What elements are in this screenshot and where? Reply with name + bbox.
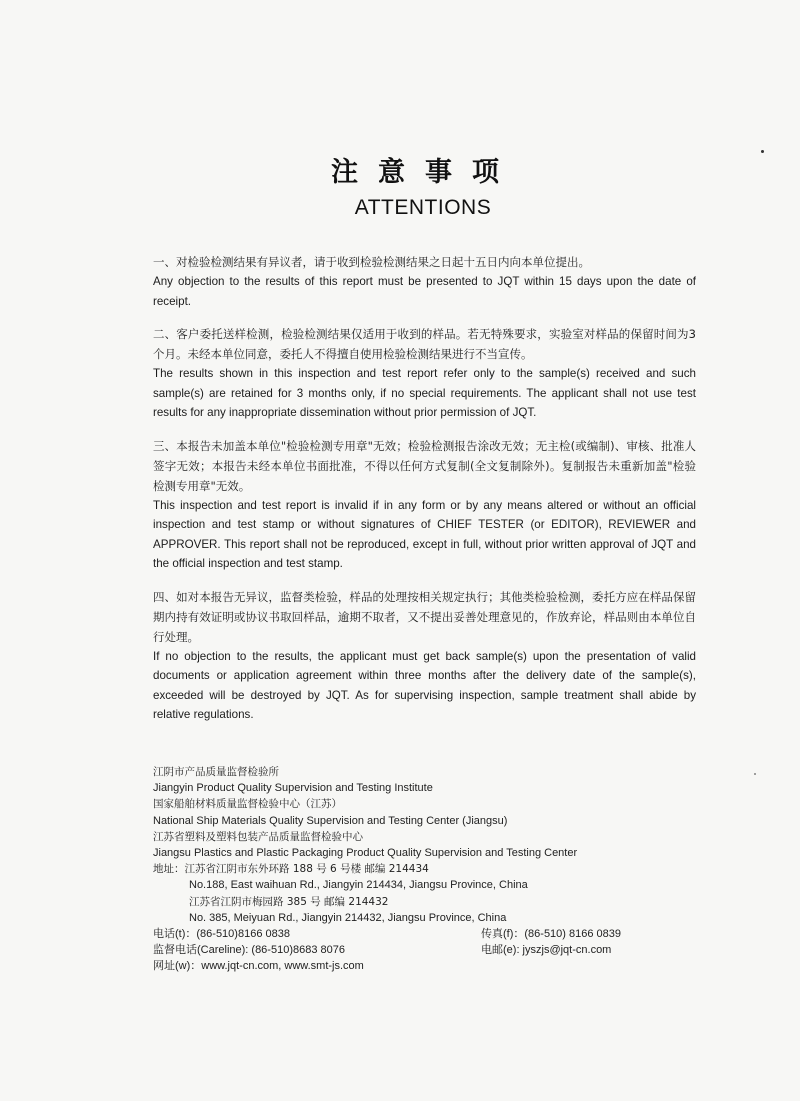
org-name-cn: 江阴市产品质量监督检验所	[153, 766, 279, 778]
scan-speck	[754, 773, 756, 775]
notice-text-cn: 四、如对本报告无异议，监督类检验，样品的处理按相关规定执行；其他类检验检测，委托方应在样品保留期内持有效证明或协议书取回样品，逾期不取者，又不提出妥善处理意见的，作放弃论，样品则由本单位自行处理。	[153, 589, 696, 644]
notice-text-cn: 一、对检验检测结果有异议者，请于收到检验检测结果之日起十五日内向本单位提出。	[153, 255, 590, 269]
notice-section-1	[153, 252, 696, 311]
careline-number: 监督电话(Careline): (86-510)8683 8076	[153, 944, 345, 957]
address-en: No. 385, Meiyuan Rd., Jiangyin 214432, Jiangsu Province, China	[189, 911, 507, 924]
page-title-cn: 注意事项	[331, 157, 519, 188]
org-name-cn: 江苏省塑料及塑料包装产品质量监督检验中心	[153, 830, 363, 843]
notice-text-en: This inspection and test report is invalid if in any form or by any means altered or without an official inspection and test stamp or without signatures of CHIEF TESTER (or EDITOR), REVIEWER and APPROVER. This report shall not be reproduced, except in full, without prior written approval of JQT and the official inspection and test stamp.	[153, 498, 696, 570]
notice-text-en: The results shown in this inspection and test report refer only to the sample(s) received and such sample(s) are retained for 3 months only, if no special requirements. The applicant shall not use test results for any inappropriate dissemination without prior permission of JQT.	[153, 367, 696, 419]
address-cn: 江苏省江阴市梅园路 385 号 邮编 214432	[189, 895, 389, 908]
notice-section-4	[153, 587, 696, 725]
address-cn: 地址：江苏省江阴市东外环路 188 号 6 号楼 邮编 214434	[153, 863, 429, 876]
notice-text-en: If no objection to the results, the applicant must get back sample(s) upon the presentation of valid documents or application agreement within three months after the delivery date of the sample(s), exceeded will be destroyed by JQT. As for supervising inspection, sample treatment shall abide by relative regulations.	[153, 649, 696, 721]
notice-text-cn: 三、本报告未加盖本单位"检验检测专用章"无效；检验检测报告涂改无效；无主检(或编制)、审核、批准人签字无效；本报告未经本单位书面批准，不得以任何方式复制(全文复制除外)。复制报告未重新加盖"检验检测专用章"无效。	[153, 438, 696, 493]
org-name-en: National Ship Materials Quality Supervision and Testing Center (Jiangsu)	[153, 814, 508, 827]
address-en: No.188, East waihuan Rd., Jiangyin 214434, Jiangsu Province, China	[189, 879, 528, 892]
org-name-en: Jiangsu Plastics and Plastic Packaging Product Quality Supervision and Testing Center	[153, 847, 578, 860]
page-title-en: ATTENTIONS	[354, 196, 492, 219]
notice-text-en: Any objection to the results of this report must be presented to JQT within 15 days upon the date of receipt.	[153, 275, 696, 308]
careline-row	[153, 942, 653, 958]
scan-speck	[761, 150, 764, 153]
notice-section-3	[153, 436, 696, 574]
phone-row	[153, 926, 653, 942]
notice-text-cn: 二、客户委托送样检测，检验检测结果仅适用于收到的样品。若无特殊要求，实验室对样品的保留时间为3个月。未经本单位同意，委托人不得擅自使用检验检测结果进行不当宣传。	[153, 327, 696, 361]
org-name-en: Jiangyin Product Quality Supervision and Testing Institute	[153, 782, 433, 795]
email-address: 电邮(e): jyszjs@jqt-cn.com	[481, 944, 612, 957]
phone-number: 电话(t)：(86-510)8166 0838	[153, 928, 290, 941]
fax-number: 传真(f)：(86-510) 8166 0839	[481, 928, 622, 941]
website-links: 网址(w)：www.jqt-cn.com, www.smt-js.com	[153, 960, 364, 973]
org-name-cn: 国家船舶材料质量监督检验中心（江苏）	[153, 798, 342, 811]
notice-section-2	[153, 324, 696, 423]
notice-sections	[153, 252, 696, 738]
contact-footer	[153, 764, 653, 975]
